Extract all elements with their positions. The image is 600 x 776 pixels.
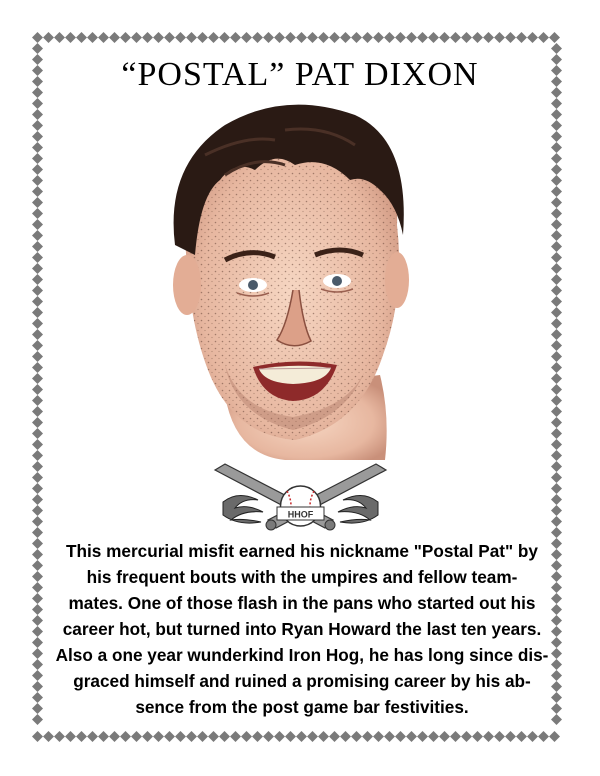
border-diamond — [32, 582, 43, 593]
border-diamond — [551, 142, 562, 153]
border-diamond — [263, 32, 274, 43]
border-diamond — [318, 731, 329, 742]
border-diamond — [551, 351, 562, 362]
border-diamond — [551, 373, 562, 384]
crossed-bats-baseball-logo-icon — [213, 460, 388, 535]
border-diamond — [32, 560, 43, 571]
border-diamond — [32, 494, 43, 505]
border-diamond — [505, 731, 516, 742]
border-diamond — [551, 197, 562, 208]
border-diamond — [32, 428, 43, 439]
border-diamond — [307, 32, 318, 43]
border-diamond — [551, 527, 562, 538]
border-diamond — [109, 731, 120, 742]
border-diamond — [32, 593, 43, 604]
border-diamond — [483, 32, 494, 43]
border-diamond — [551, 296, 562, 307]
border-diamond — [32, 351, 43, 362]
border-diamond — [32, 450, 43, 461]
logo-text: HHOF — [287, 509, 314, 520]
border-diamond — [230, 731, 241, 742]
bio-line: his frequent bouts with the umpires and fellow team- — [86, 567, 518, 587]
border-diamond — [551, 307, 562, 318]
border-diamond — [439, 32, 450, 43]
border-diamond — [98, 32, 109, 43]
border-diamond — [131, 731, 142, 742]
border-diamond — [32, 692, 43, 703]
border-diamond — [175, 731, 186, 742]
border-diamond — [32, 516, 43, 527]
border-diamond — [164, 731, 175, 742]
border-diamond — [551, 241, 562, 252]
border-diamond — [87, 731, 98, 742]
border-diamond — [32, 164, 43, 175]
bio-line: graced himself and ruined a promising career by his ab- — [73, 671, 531, 691]
border-diamond — [43, 32, 54, 43]
border-diamond — [32, 461, 43, 472]
border-diamond — [32, 731, 43, 742]
border-diamond — [395, 731, 406, 742]
border-diamond — [87, 32, 98, 43]
border-diamond — [98, 731, 109, 742]
border-diamond — [285, 731, 296, 742]
border-diamond — [551, 219, 562, 230]
border-diamond — [32, 285, 43, 296]
border-diamond — [32, 373, 43, 384]
border-diamond — [32, 175, 43, 186]
bio-line: sence from the post game bar festivities. — [135, 697, 469, 717]
border-diamond — [461, 731, 472, 742]
border-diamond — [208, 731, 219, 742]
border-diamond — [32, 637, 43, 648]
border-diamond — [406, 32, 417, 43]
border-diamond — [230, 32, 241, 43]
border-diamond — [551, 120, 562, 131]
border-diamond — [549, 731, 560, 742]
border-diamond — [494, 32, 505, 43]
border-diamond — [186, 731, 197, 742]
border-diamond — [551, 439, 562, 450]
border-diamond — [120, 32, 131, 43]
bio-line: career hot, but turned into Ryan Howard the last ten years. — [62, 619, 542, 639]
border-diamond — [32, 626, 43, 637]
border-diamond — [551, 472, 562, 483]
border-diamond — [483, 731, 494, 742]
border-diamond — [538, 731, 549, 742]
border-diamond — [32, 186, 43, 197]
border-diamond — [551, 98, 562, 109]
bio-line: mates. One of those flash in the pans who started out his — [68, 593, 536, 613]
border-diamond — [340, 731, 351, 742]
border-diamond — [551, 285, 562, 296]
border-diamond — [32, 131, 43, 142]
border-diamond — [32, 703, 43, 714]
smiling-man-portrait-icon — [165, 95, 420, 465]
border-diamond — [32, 384, 43, 395]
border-diamond — [32, 296, 43, 307]
border-diamond — [538, 32, 549, 43]
border-diamond — [472, 731, 483, 742]
border-diamond — [551, 494, 562, 505]
border-diamond — [32, 615, 43, 626]
border-diamond — [417, 731, 428, 742]
border-diamond — [551, 43, 562, 54]
border-diamond — [362, 731, 373, 742]
border-diamond — [32, 252, 43, 263]
border-diamond — [32, 43, 43, 54]
border-diamond — [551, 505, 562, 516]
border-diamond — [153, 32, 164, 43]
border-diamond — [472, 32, 483, 43]
border-diamond — [296, 731, 307, 742]
border-diamond — [439, 731, 450, 742]
border-diamond — [551, 208, 562, 219]
hhof-logo — [213, 460, 388, 535]
border-diamond — [32, 472, 43, 483]
border-diamond — [164, 32, 175, 43]
border-diamond — [384, 731, 395, 742]
border-diamond — [175, 32, 186, 43]
border-diamond — [551, 274, 562, 285]
border-diamond — [373, 731, 384, 742]
border-diamond — [395, 32, 406, 43]
border-diamond — [551, 186, 562, 197]
border-diamond — [551, 109, 562, 120]
border-diamond — [32, 549, 43, 560]
border-diamond — [32, 109, 43, 120]
border-diamond — [32, 670, 43, 681]
border-diamond — [450, 731, 461, 742]
border-diamond — [551, 252, 562, 263]
border-diamond — [186, 32, 197, 43]
border-diamond — [32, 527, 43, 538]
border-diamond — [32, 659, 43, 670]
border-diamond — [551, 395, 562, 406]
border-diamond — [32, 318, 43, 329]
border-diamond — [285, 32, 296, 43]
border-diamond — [32, 307, 43, 318]
border-diamond — [32, 648, 43, 659]
border-diamond — [516, 32, 527, 43]
border-diamond — [32, 329, 43, 340]
border-diamond — [551, 263, 562, 274]
border-diamond — [32, 439, 43, 450]
border-diamond — [494, 731, 505, 742]
border-diamond — [527, 731, 538, 742]
border-diamond — [351, 32, 362, 43]
border-diamond — [340, 32, 351, 43]
border-diamond — [551, 461, 562, 472]
border-diamond — [32, 208, 43, 219]
bio-line: This mercurial misfit earned his nickname "Postal Pat" by — [66, 541, 538, 561]
border-diamond — [43, 731, 54, 742]
border-diamond — [252, 32, 263, 43]
border-diamond — [551, 318, 562, 329]
border-diamond — [32, 98, 43, 109]
border-diamond — [351, 731, 362, 742]
border-diamond — [307, 731, 318, 742]
border-diamond — [32, 274, 43, 285]
border-diamond — [551, 450, 562, 461]
border-diamond — [362, 32, 373, 43]
border-diamond — [406, 731, 417, 742]
border-diamond — [32, 681, 43, 692]
border-diamond — [32, 505, 43, 516]
border-diamond — [551, 516, 562, 527]
border-diamond — [252, 731, 263, 742]
border-diamond — [551, 483, 562, 494]
border-diamond — [450, 32, 461, 43]
border-diamond — [32, 219, 43, 230]
border-diamond — [32, 120, 43, 131]
border-diamond — [131, 32, 142, 43]
border-diamond — [32, 142, 43, 153]
border-diamond — [76, 731, 87, 742]
border-diamond — [65, 32, 76, 43]
border-diamond — [551, 153, 562, 164]
border-diamond — [142, 32, 153, 43]
border-diamond — [76, 32, 87, 43]
border-diamond — [551, 428, 562, 439]
border-diamond — [32, 197, 43, 208]
border-diamond — [384, 32, 395, 43]
border-diamond — [32, 604, 43, 615]
border-diamond — [32, 714, 43, 725]
border-diamond — [505, 32, 516, 43]
border-diamond — [296, 32, 307, 43]
border-diamond — [551, 340, 562, 351]
player-bio — [48, 538, 556, 720]
border-diamond — [549, 32, 560, 43]
border-diamond — [109, 32, 120, 43]
border-diamond — [551, 131, 562, 142]
border-diamond — [551, 417, 562, 428]
border-diamond — [197, 731, 208, 742]
border-diamond — [32, 153, 43, 164]
border-diamond — [329, 731, 340, 742]
border-diamond — [32, 241, 43, 252]
border-diamond — [241, 32, 252, 43]
bio-line: Also a one year wunderkind Iron Hog, he has long since dis- — [55, 645, 549, 665]
border-diamond — [551, 175, 562, 186]
border-diamond — [32, 406, 43, 417]
border-diamond — [461, 32, 472, 43]
border-diamond — [219, 32, 230, 43]
border-diamond — [551, 230, 562, 241]
border-diamond — [208, 32, 219, 43]
border-diamond — [142, 731, 153, 742]
border-diamond — [516, 731, 527, 742]
border-diamond — [32, 230, 43, 241]
border-diamond — [32, 32, 43, 43]
border-diamond — [32, 538, 43, 549]
border-diamond — [274, 32, 285, 43]
border-diamond — [551, 406, 562, 417]
border-diamond — [120, 731, 131, 742]
border-diamond — [417, 32, 428, 43]
border-diamond — [373, 32, 384, 43]
border-diamond — [329, 32, 340, 43]
border-diamond — [263, 731, 274, 742]
border-diamond — [32, 340, 43, 351]
border-diamond — [54, 32, 65, 43]
border-diamond — [551, 164, 562, 175]
border-diamond — [32, 483, 43, 494]
border-diamond — [32, 571, 43, 582]
border-diamond — [551, 329, 562, 340]
border-diamond — [32, 263, 43, 274]
player-portrait — [165, 95, 420, 465]
border-diamond — [153, 731, 164, 742]
border-diamond — [428, 731, 439, 742]
border-diamond — [54, 731, 65, 742]
border-diamond — [428, 32, 439, 43]
border-diamond — [32, 362, 43, 373]
border-diamond — [32, 417, 43, 428]
border-diamond — [241, 731, 252, 742]
border-diamond — [551, 384, 562, 395]
border-diamond — [274, 731, 285, 742]
card-title: “POSTAL” PAT DIXON — [121, 56, 479, 93]
border-diamond — [32, 395, 43, 406]
border-diamond — [197, 32, 208, 43]
border-diamond — [527, 32, 538, 43]
border-diamond — [65, 731, 76, 742]
border-diamond — [219, 731, 230, 742]
border-diamond — [318, 32, 329, 43]
border-diamond — [551, 362, 562, 373]
